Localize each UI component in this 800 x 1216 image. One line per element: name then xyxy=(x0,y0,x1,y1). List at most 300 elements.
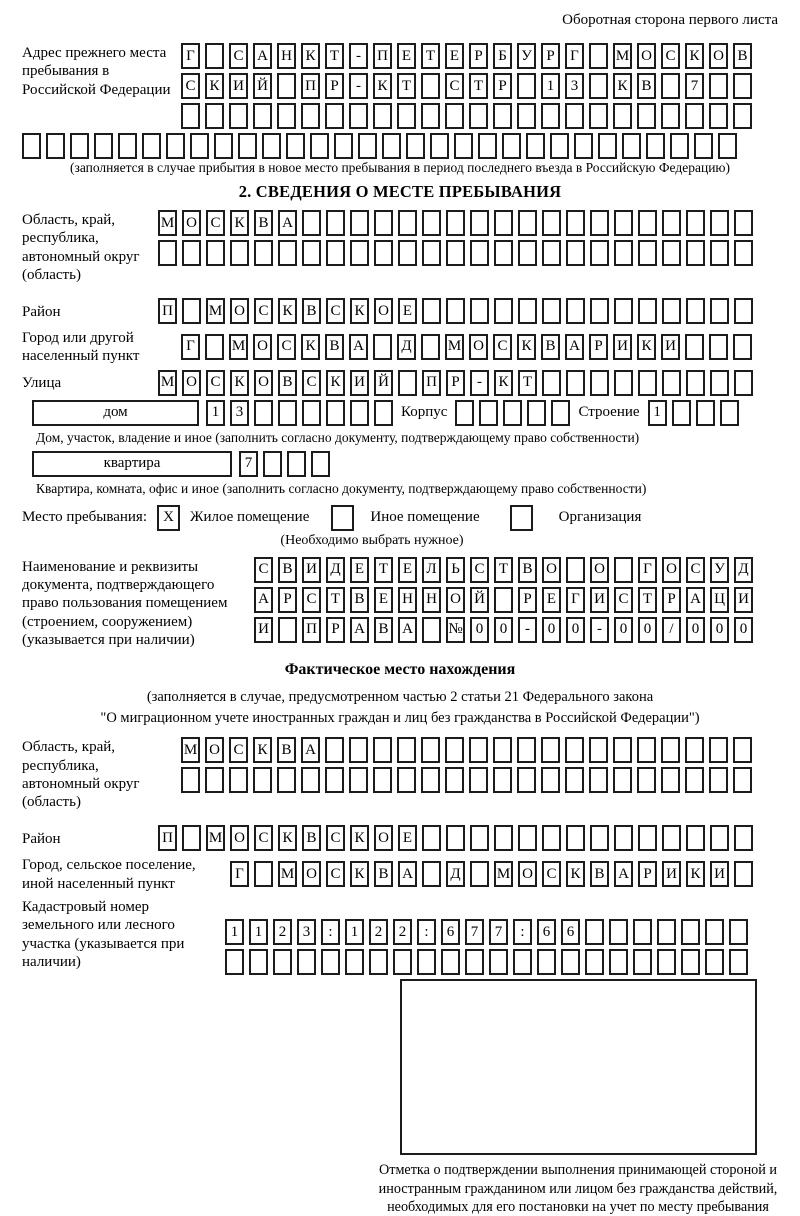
char-cell[interactable]: Т xyxy=(421,43,440,69)
char-cell[interactable] xyxy=(633,919,652,945)
char-cell[interactable] xyxy=(374,240,393,266)
char-cell[interactable]: Т xyxy=(397,73,416,99)
char-cell[interactable] xyxy=(421,737,440,763)
char-cell[interactable]: - xyxy=(518,617,537,643)
char-cell[interactable] xyxy=(733,103,752,129)
char-cell[interactable] xyxy=(661,73,680,99)
char-cell[interactable]: А xyxy=(614,861,633,887)
char-cell[interactable] xyxy=(398,240,417,266)
char-cell[interactable]: К xyxy=(566,861,585,887)
char-cell[interactable] xyxy=(422,298,441,324)
char-cell[interactable] xyxy=(685,103,704,129)
char-cell[interactable] xyxy=(205,103,224,129)
char-cell[interactable]: К xyxy=(517,334,536,360)
char-cell[interactable]: В xyxy=(590,861,609,887)
char-cell[interactable] xyxy=(662,825,681,851)
char-cell[interactable] xyxy=(278,617,297,643)
char-cell[interactable]: У xyxy=(710,557,729,583)
char-cell[interactable] xyxy=(670,133,689,159)
char-cell[interactable] xyxy=(494,587,513,613)
char-cell[interactable]: В xyxy=(733,43,752,69)
char-cell[interactable]: О xyxy=(253,334,272,360)
char-cell[interactable]: С xyxy=(326,861,345,887)
char-cell[interactable] xyxy=(350,210,369,236)
char-cell[interactable]: О xyxy=(709,43,728,69)
char-cell[interactable] xyxy=(205,43,224,69)
char-cell[interactable]: 0 xyxy=(686,617,705,643)
char-cell[interactable] xyxy=(478,133,497,159)
char-cell[interactable] xyxy=(422,825,441,851)
char-cell[interactable]: В xyxy=(374,861,393,887)
char-cell[interactable] xyxy=(278,240,297,266)
char-cell[interactable]: А xyxy=(253,43,272,69)
char-cell[interactable]: О xyxy=(637,43,656,69)
char-cell[interactable] xyxy=(517,767,536,793)
char-cell[interactable] xyxy=(397,767,416,793)
char-cell[interactable]: Р xyxy=(469,43,488,69)
char-cell[interactable]: О xyxy=(469,334,488,360)
char-cell[interactable] xyxy=(662,240,681,266)
char-cell[interactable] xyxy=(720,400,739,426)
char-cell[interactable]: Г xyxy=(230,861,249,887)
char-cell[interactable] xyxy=(254,400,273,426)
char-cell[interactable]: П xyxy=(373,43,392,69)
char-cell[interactable] xyxy=(518,825,537,851)
char-cell[interactable]: В xyxy=(374,617,393,643)
char-cell[interactable] xyxy=(694,133,713,159)
char-cell[interactable] xyxy=(373,767,392,793)
char-cell[interactable] xyxy=(637,737,656,763)
char-cell[interactable]: Т xyxy=(518,370,537,396)
char-cell[interactable] xyxy=(493,737,512,763)
char-cell[interactable]: Р xyxy=(638,861,657,887)
char-cell[interactable] xyxy=(326,210,345,236)
char-cell[interactable]: В xyxy=(518,557,537,583)
char-cell[interactable] xyxy=(446,240,465,266)
char-cell[interactable]: К xyxy=(301,43,320,69)
char-cell[interactable] xyxy=(661,767,680,793)
char-cell[interactable] xyxy=(454,133,473,159)
char-cell[interactable] xyxy=(225,949,244,975)
char-cell[interactable]: В xyxy=(278,557,297,583)
char-cell[interactable] xyxy=(734,861,753,887)
char-cell[interactable]: Г xyxy=(566,587,585,613)
checkbox-organization[interactable] xyxy=(510,505,533,531)
char-cell[interactable]: А xyxy=(565,334,584,360)
char-cell[interactable]: Д xyxy=(734,557,753,583)
char-cell[interactable]: И xyxy=(590,587,609,613)
char-cell[interactable] xyxy=(479,400,498,426)
char-cell[interactable] xyxy=(686,210,705,236)
char-cell[interactable]: О xyxy=(446,587,465,613)
char-cell[interactable] xyxy=(638,298,657,324)
char-cell[interactable] xyxy=(446,298,465,324)
char-cell[interactable]: А xyxy=(686,587,705,613)
char-cell[interactable] xyxy=(662,210,681,236)
char-cell[interactable]: - xyxy=(590,617,609,643)
char-cell[interactable] xyxy=(542,298,561,324)
char-cell[interactable]: К xyxy=(613,73,632,99)
char-cell[interactable] xyxy=(566,298,585,324)
char-cell[interactable]: 3 xyxy=(297,919,316,945)
char-cell[interactable] xyxy=(518,240,537,266)
char-cell[interactable] xyxy=(287,451,306,477)
char-cell[interactable] xyxy=(374,210,393,236)
char-cell[interactable] xyxy=(494,825,513,851)
char-cell[interactable] xyxy=(421,767,440,793)
char-cell[interactable] xyxy=(542,210,561,236)
char-cell[interactable] xyxy=(397,737,416,763)
char-cell[interactable]: К xyxy=(326,370,345,396)
char-cell[interactable]: Г xyxy=(638,557,657,583)
char-cell[interactable]: И xyxy=(661,334,680,360)
char-cell[interactable] xyxy=(297,949,316,975)
char-cell[interactable]: Е xyxy=(445,43,464,69)
char-cell[interactable]: У xyxy=(517,43,536,69)
char-cell[interactable]: К xyxy=(253,737,272,763)
char-cell[interactable] xyxy=(278,400,297,426)
char-cell[interactable] xyxy=(733,737,752,763)
char-cell[interactable]: Н xyxy=(277,43,296,69)
char-cell[interactable] xyxy=(311,451,330,477)
char-cell[interactable] xyxy=(22,133,41,159)
char-cell[interactable] xyxy=(301,103,320,129)
char-cell[interactable] xyxy=(190,133,209,159)
char-cell[interactable] xyxy=(734,210,753,236)
char-cell[interactable] xyxy=(589,737,608,763)
char-cell[interactable]: О xyxy=(662,557,681,583)
char-cell[interactable] xyxy=(325,103,344,129)
char-cell[interactable]: С xyxy=(445,73,464,99)
char-cell[interactable] xyxy=(518,298,537,324)
char-cell[interactable]: М xyxy=(613,43,632,69)
char-cell[interactable] xyxy=(470,240,489,266)
char-cell[interactable] xyxy=(493,103,512,129)
char-cell[interactable] xyxy=(541,103,560,129)
char-cell[interactable]: 6 xyxy=(441,919,460,945)
char-cell[interactable] xyxy=(494,240,513,266)
char-cell[interactable] xyxy=(430,133,449,159)
char-cell[interactable] xyxy=(422,210,441,236)
char-cell[interactable] xyxy=(494,298,513,324)
char-cell[interactable]: М xyxy=(278,861,297,887)
char-cell[interactable]: - xyxy=(349,43,368,69)
char-cell[interactable] xyxy=(614,557,633,583)
char-cell[interactable] xyxy=(422,861,441,887)
prev-address-row-2[interactable] xyxy=(181,73,752,99)
char-cell[interactable] xyxy=(254,861,273,887)
char-cell[interactable]: 0 xyxy=(470,617,489,643)
char-cell[interactable] xyxy=(589,43,608,69)
char-cell[interactable] xyxy=(585,919,604,945)
char-cell[interactable]: О xyxy=(182,210,201,236)
char-cell[interactable] xyxy=(46,133,65,159)
char-cell[interactable] xyxy=(589,73,608,99)
char-cell[interactable] xyxy=(326,400,345,426)
char-cell[interactable] xyxy=(253,767,272,793)
char-cell[interactable]: О xyxy=(374,298,393,324)
char-cell[interactable]: С xyxy=(229,737,248,763)
char-cell[interactable] xyxy=(566,370,585,396)
char-cell[interactable]: Р xyxy=(325,73,344,99)
char-cell[interactable] xyxy=(566,825,585,851)
char-cell[interactable] xyxy=(369,949,388,975)
char-cell[interactable]: 1 xyxy=(206,400,225,426)
char-cell[interactable]: М xyxy=(229,334,248,360)
char-cell[interactable] xyxy=(733,767,752,793)
char-cell[interactable]: С xyxy=(229,43,248,69)
char-cell[interactable] xyxy=(230,240,249,266)
char-cell[interactable]: 2 xyxy=(393,919,412,945)
char-cell[interactable]: : xyxy=(321,919,340,945)
char-cell[interactable]: С xyxy=(493,334,512,360)
char-cell[interactable] xyxy=(445,767,464,793)
char-cell[interactable] xyxy=(517,73,536,99)
char-cell[interactable]: Ь xyxy=(446,557,465,583)
char-cell[interactable] xyxy=(734,240,753,266)
char-cell[interactable]: В xyxy=(350,587,369,613)
char-cell[interactable] xyxy=(637,767,656,793)
char-cell[interactable] xyxy=(709,103,728,129)
char-cell[interactable]: Т xyxy=(469,73,488,99)
char-cell[interactable]: И xyxy=(710,861,729,887)
char-cell[interactable]: 1 xyxy=(345,919,364,945)
char-cell[interactable] xyxy=(685,767,704,793)
char-cell[interactable]: Г xyxy=(181,43,200,69)
stroenie-row[interactable] xyxy=(648,400,739,426)
char-cell[interactable]: А xyxy=(398,861,417,887)
char-cell[interactable] xyxy=(734,370,753,396)
char-cell[interactable]: М xyxy=(158,210,177,236)
char-cell[interactable]: М xyxy=(494,861,513,887)
char-cell[interactable]: 0 xyxy=(494,617,513,643)
char-cell[interactable] xyxy=(614,210,633,236)
prev-address-row-1[interactable] xyxy=(181,43,752,69)
char-cell[interactable]: : xyxy=(513,919,532,945)
char-cell[interactable] xyxy=(238,133,257,159)
char-cell[interactable]: 0 xyxy=(710,617,729,643)
char-cell[interactable] xyxy=(637,103,656,129)
char-cell[interactable]: С xyxy=(661,43,680,69)
char-cell[interactable]: Г xyxy=(181,334,200,360)
street-row[interactable] xyxy=(158,370,753,396)
char-cell[interactable] xyxy=(710,210,729,236)
char-cell[interactable]: А xyxy=(349,334,368,360)
char-cell[interactable]: Д xyxy=(397,334,416,360)
char-cell[interactable]: : xyxy=(417,919,436,945)
char-cell[interactable] xyxy=(513,949,532,975)
char-cell[interactable] xyxy=(517,103,536,129)
char-cell[interactable] xyxy=(710,240,729,266)
korpus-row[interactable] xyxy=(455,400,570,426)
char-cell[interactable] xyxy=(182,298,201,324)
char-cell[interactable] xyxy=(350,240,369,266)
char-cell[interactable] xyxy=(301,767,320,793)
char-cell[interactable]: О xyxy=(254,370,273,396)
char-cell[interactable]: К xyxy=(205,73,224,99)
char-cell[interactable] xyxy=(590,298,609,324)
char-cell[interactable]: М xyxy=(181,737,200,763)
char-cell[interactable] xyxy=(503,400,522,426)
char-cell[interactable] xyxy=(526,133,545,159)
cadastral-row-1[interactable] xyxy=(225,919,748,945)
char-cell[interactable] xyxy=(349,737,368,763)
char-cell[interactable]: А xyxy=(254,587,273,613)
char-cell[interactable]: - xyxy=(470,370,489,396)
char-cell[interactable] xyxy=(422,240,441,266)
char-cell[interactable]: - xyxy=(349,73,368,99)
char-cell[interactable]: К xyxy=(350,861,369,887)
char-cell[interactable]: Е xyxy=(350,557,369,583)
char-cell[interactable] xyxy=(542,240,561,266)
char-cell[interactable]: Ц xyxy=(710,587,729,613)
char-cell[interactable] xyxy=(421,73,440,99)
char-cell[interactable] xyxy=(613,103,632,129)
char-cell[interactable] xyxy=(638,370,657,396)
char-cell[interactable]: Е xyxy=(398,557,417,583)
char-cell[interactable] xyxy=(590,825,609,851)
char-cell[interactable] xyxy=(657,949,676,975)
prev-address-row-4[interactable] xyxy=(22,133,778,159)
char-cell[interactable] xyxy=(614,825,633,851)
char-cell[interactable]: Н xyxy=(422,587,441,613)
char-cell[interactable] xyxy=(494,210,513,236)
char-cell[interactable] xyxy=(206,240,225,266)
char-cell[interactable]: В xyxy=(254,210,273,236)
char-cell[interactable]: К xyxy=(278,825,297,851)
char-cell[interactable]: Т xyxy=(374,557,393,583)
char-cell[interactable] xyxy=(672,400,691,426)
char-cell[interactable] xyxy=(613,767,632,793)
char-cell[interactable] xyxy=(502,133,521,159)
char-cell[interactable] xyxy=(470,861,489,887)
char-cell[interactable] xyxy=(373,334,392,360)
region-row-2[interactable] xyxy=(158,240,753,266)
document-row-1[interactable] xyxy=(254,557,753,583)
char-cell[interactable] xyxy=(277,767,296,793)
char-cell[interactable] xyxy=(566,240,585,266)
char-cell[interactable] xyxy=(286,133,305,159)
char-cell[interactable] xyxy=(262,133,281,159)
char-cell[interactable] xyxy=(662,298,681,324)
char-cell[interactable]: О xyxy=(374,825,393,851)
char-cell[interactable] xyxy=(696,400,715,426)
char-cell[interactable] xyxy=(527,400,546,426)
char-cell[interactable]: Р xyxy=(662,587,681,613)
char-cell[interactable] xyxy=(166,133,185,159)
char-cell[interactable] xyxy=(574,133,593,159)
char-cell[interactable] xyxy=(158,240,177,266)
char-cell[interactable] xyxy=(614,298,633,324)
char-cell[interactable]: О xyxy=(230,825,249,851)
char-cell[interactable] xyxy=(493,767,512,793)
char-cell[interactable]: С xyxy=(206,370,225,396)
char-cell[interactable] xyxy=(686,298,705,324)
char-cell[interactable]: И xyxy=(229,73,248,99)
char-cell[interactable]: Р xyxy=(446,370,465,396)
char-cell[interactable]: А xyxy=(398,617,417,643)
house-number-row[interactable] xyxy=(206,400,393,426)
char-cell[interactable] xyxy=(421,334,440,360)
char-cell[interactable] xyxy=(205,767,224,793)
char-cell[interactable]: С xyxy=(254,825,273,851)
region-row-1[interactable] xyxy=(158,210,753,236)
char-cell[interactable]: 7 xyxy=(465,919,484,945)
char-cell[interactable]: В xyxy=(278,370,297,396)
char-cell[interactable]: 0 xyxy=(734,617,753,643)
char-cell[interactable] xyxy=(310,133,329,159)
char-cell[interactable] xyxy=(326,240,345,266)
checkbox-other-premises[interactable] xyxy=(331,505,354,531)
char-cell[interactable] xyxy=(718,133,737,159)
char-cell[interactable]: Й xyxy=(470,587,489,613)
char-cell[interactable]: К xyxy=(637,334,656,360)
char-cell[interactable] xyxy=(469,767,488,793)
char-cell[interactable] xyxy=(273,949,292,975)
cadastral-row-2[interactable] xyxy=(225,949,748,975)
char-cell[interactable]: В xyxy=(277,737,296,763)
char-cell[interactable]: 3 xyxy=(565,73,584,99)
char-cell[interactable]: Е xyxy=(397,43,416,69)
char-cell[interactable] xyxy=(590,210,609,236)
char-cell[interactable] xyxy=(277,103,296,129)
char-cell[interactable] xyxy=(70,133,89,159)
char-cell[interactable]: П xyxy=(422,370,441,396)
char-cell[interactable]: С xyxy=(181,73,200,99)
char-cell[interactable] xyxy=(334,133,353,159)
char-cell[interactable] xyxy=(455,400,474,426)
char-cell[interactable] xyxy=(709,334,728,360)
char-cell[interactable]: Р xyxy=(493,73,512,99)
char-cell[interactable]: Б xyxy=(493,43,512,69)
char-cell[interactable]: Т xyxy=(638,587,657,613)
char-cell[interactable]: К xyxy=(278,298,297,324)
char-cell[interactable] xyxy=(633,949,652,975)
char-cell[interactable] xyxy=(349,767,368,793)
char-cell[interactable] xyxy=(681,919,700,945)
char-cell[interactable] xyxy=(542,370,561,396)
char-cell[interactable] xyxy=(181,103,200,129)
char-cell[interactable]: 1 xyxy=(541,73,560,99)
char-cell[interactable]: К xyxy=(685,43,704,69)
char-cell[interactable] xyxy=(661,103,680,129)
char-cell[interactable] xyxy=(566,557,585,583)
char-cell[interactable] xyxy=(614,370,633,396)
char-cell[interactable]: М xyxy=(158,370,177,396)
char-cell[interactable] xyxy=(441,949,460,975)
char-cell[interactable] xyxy=(465,949,484,975)
district-row[interactable] xyxy=(158,298,753,324)
char-cell[interactable] xyxy=(734,298,753,324)
char-cell[interactable] xyxy=(662,370,681,396)
char-cell[interactable]: 3 xyxy=(230,400,249,426)
char-cell[interactable] xyxy=(470,210,489,236)
char-cell[interactable] xyxy=(614,240,633,266)
char-cell[interactable] xyxy=(542,825,561,851)
char-cell[interactable]: Д xyxy=(326,557,345,583)
char-cell[interactable] xyxy=(470,298,489,324)
char-cell[interactable]: В xyxy=(541,334,560,360)
char-cell[interactable] xyxy=(446,210,465,236)
char-cell[interactable]: К xyxy=(350,825,369,851)
char-cell[interactable] xyxy=(469,737,488,763)
char-cell[interactable] xyxy=(393,949,412,975)
char-cell[interactable] xyxy=(589,767,608,793)
char-cell[interactable]: О xyxy=(182,370,201,396)
char-cell[interactable] xyxy=(421,103,440,129)
char-cell[interactable]: О xyxy=(590,557,609,583)
char-cell[interactable] xyxy=(705,919,724,945)
